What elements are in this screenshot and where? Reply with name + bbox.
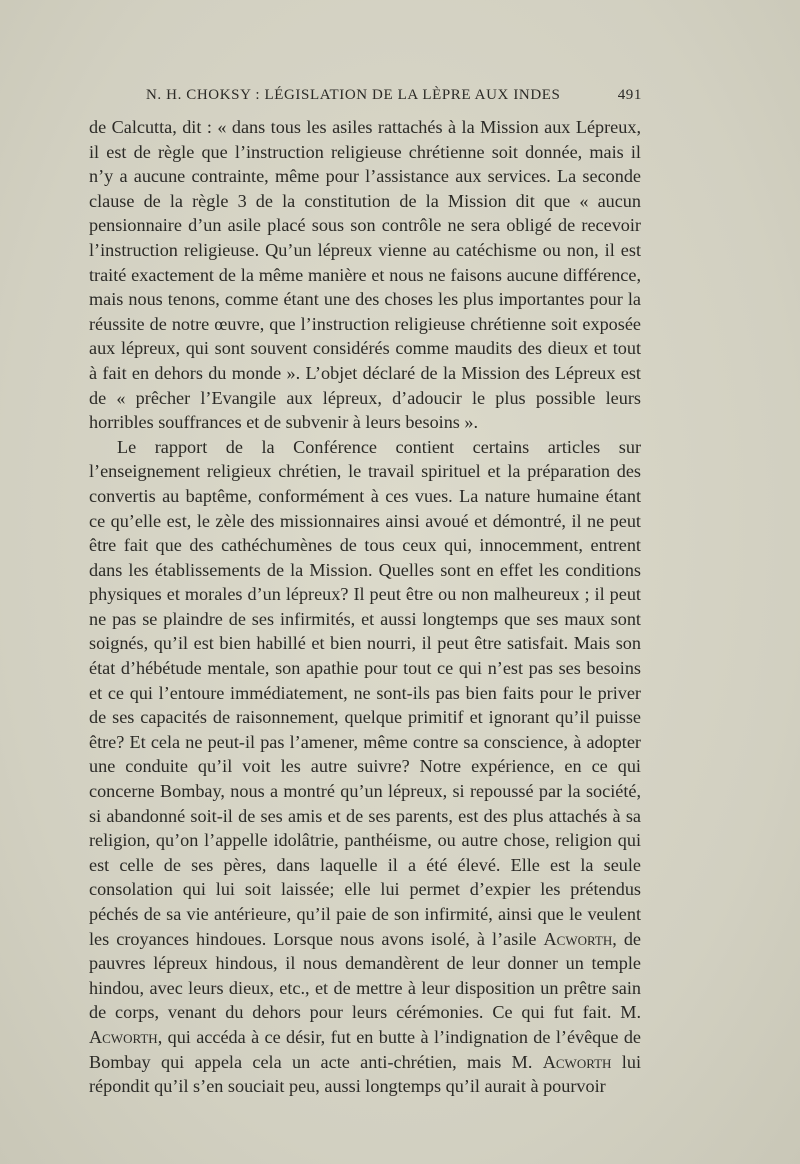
paragraph-2 — [89, 435, 641, 1099]
paragraph-2-part-c: , qui accéda à ce désir, fut en butte à l’indignation de l’évêque de Bombay qui appela cela un acte anti-chrétien, mais M. — [89, 1026, 641, 1072]
paragraph-2-part-d: lui répondit qu’il s’en souciait peu, aussi longtemps qu’il aurait à pourvoir — [89, 1051, 641, 1097]
paragraph-2-part-b: , de pauvres lépreux hindous, il nous demandèrent de leur donner un temple hindou, avec leurs dieux, etc., et de mettre à leur disposition un prêtre sain de corps, venant du dehors pour leurs cérémonies. Ce qui fut fait. M. — [89, 928, 641, 1023]
name-acworth-2: Acworth — [89, 1026, 158, 1047]
name-acworth-1: Acworth — [543, 928, 613, 949]
paragraph-2-part-a: Le rapport de la Conférence contient certains articles sur l’enseignement religieux chrétien, le travail spirituel et la préparation des convertis au baptême, conformément à ces vues. La nature humaine étant ce qu’elle est, le zèle des missionnaires ainsi avoué et démontré, il ne peut être fait que des cathéchumènes de tous ceux qui, innocemment, entrent dans les établissements de la Mission. Quelles sont en effet les conditions physiques et morales d’un lépreux? Il peut être ou non malheureux ; il peut ne pas se plaindre de ses infirmités, et aussi longtemps que ses maux sont soignés, qu’il est bien habillé et bien nourri, il peut être satisfait. Mais son état d’hébétude mentale, son apathie pour tout ce qui n’est pas ses besoins et ce qui l’entoure immédiatement, ne sont-ils pas bien faits pour le priver de ses capacités de raisonnement, quelque primitif et ignorant qu’il puisse être? Et cela ne peut-il pas l’amener, même contre sa conscience, à adopter une conduite qu’il voit les autre suivre? Notre expérience, en ce qui concerne Bombay, nous a montré qu’un lépreux, si repoussé par la société, si abandonné soit-il de ses amis et de ses parents, est des plus attachés à sa religion, qu’on l’appelle idolâtrie, panthéisme, ou autre chose, religion qui est celle de ses pères, dans laquelle il a été élevé. Elle est la seule consolation qui lui soit laissée; elle lui permet d’expier les prétendus péchés de sa vie antérieure, qu’il paie de son infirmité, ainsi que le veulent les croyances hindoues. Lorsque nous avons isolé, à l’asile — [89, 436, 641, 949]
paragraph-1: de Calcutta, dit : « dans tous les asiles rattachés à la Mission aux Lépreux, il est de règle que l’instruction religieuse chrétienne soit donnée, mais il n’y a aucune contrainte, même pour l’assistance aux services. La seconde clause de la règle 3 de la constitution de la Mission dit que « aucun pensionnaire d’un asile placé sous son contrôle ne sera obligé de recevoir l’instruction religieuse. Qu’un lépreux vienne au catéchisme ou non, il est traité exactement de la même manière et nous ne faisons aucune différence, mais nous tenons, comme étant une des choses les plus importantes pour la réussite de notre œuvre, que l’instruction religieuse chrétienne soit exposée aux lépreux, qui sont souvent considérés comme maudits des dieux et tout à fait en dehors du monde ». L’objet déclaré de la Mission des Lépreux est de « prêcher l’Evangile aux lépreux, d’adoucir le plus possible leurs horribles souffrances et de subvenir à leurs besoins ». — [89, 117, 641, 433]
name-acworth-3: Acworth — [542, 1051, 612, 1072]
running-header — [146, 87, 642, 104]
page-number: 491 — [617, 87, 642, 103]
body-text — [89, 115, 641, 1099]
running-title: N. H. CHOKSY : LÉGISLATION DE LA LÈPRE AUX INDES — [146, 87, 561, 103]
